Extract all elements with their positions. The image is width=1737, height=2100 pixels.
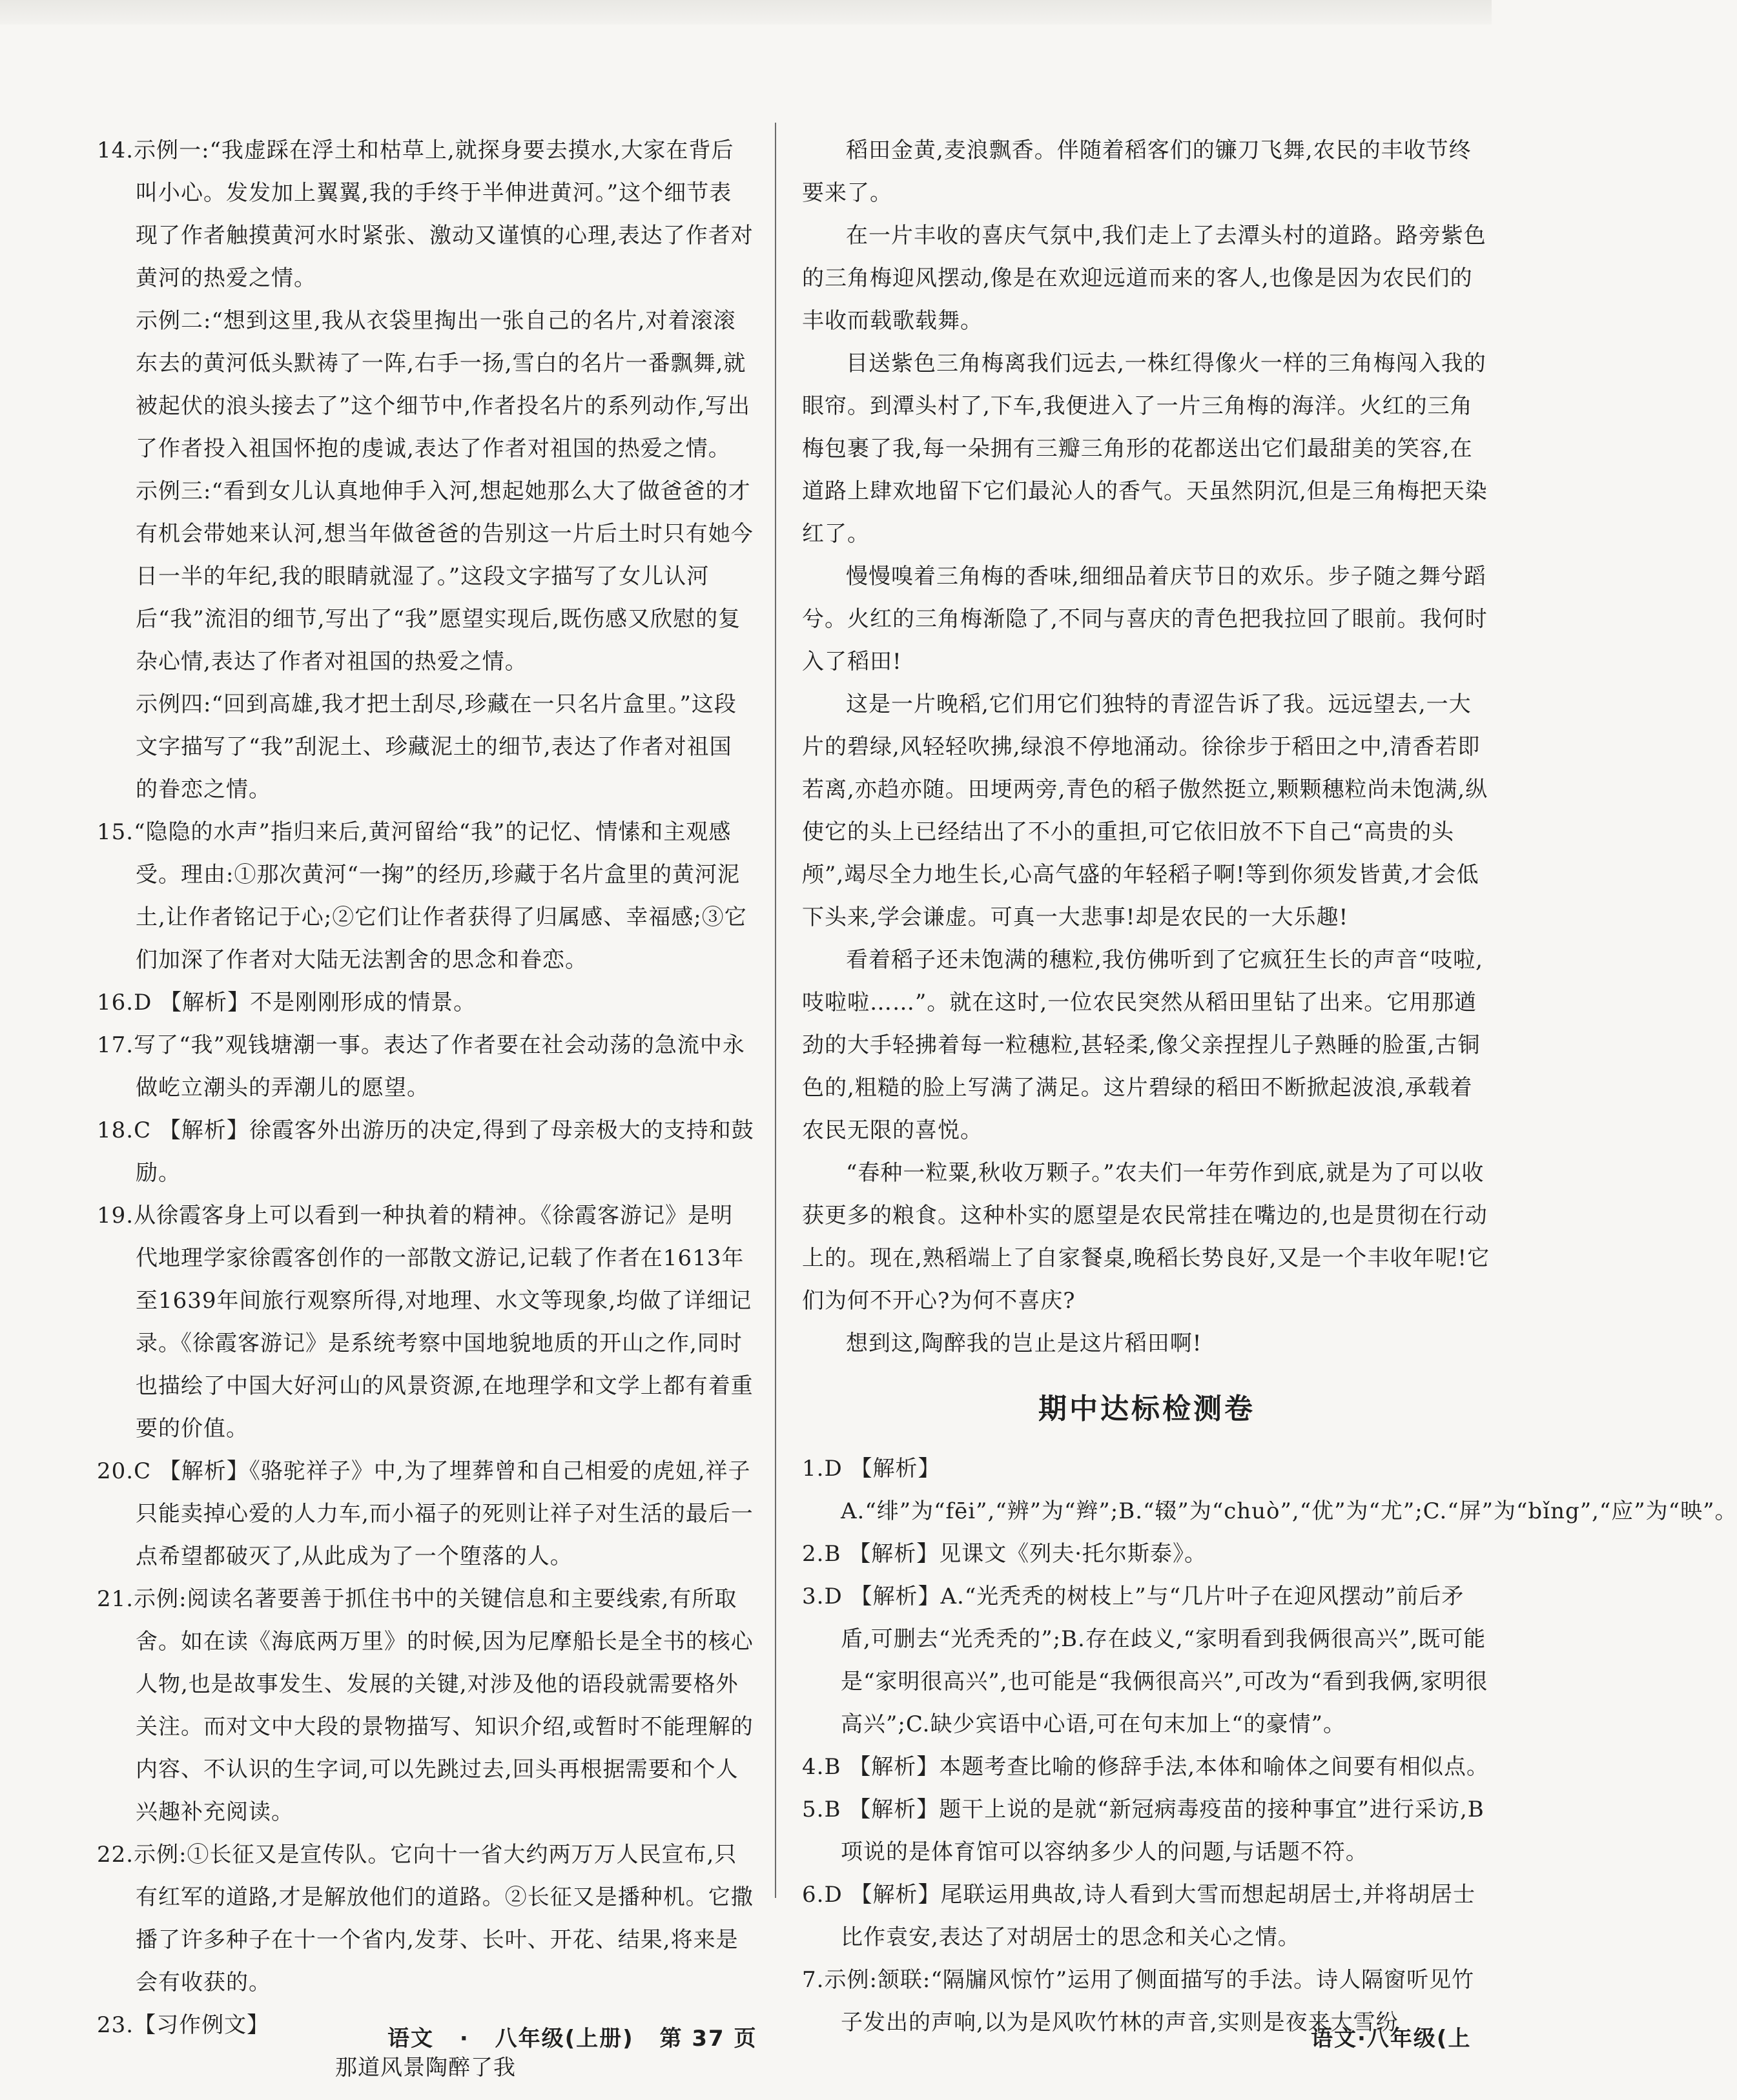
answer-item: 1.D 【解析】A.“绯”为“fēi”,“辨”为“辫”;B.“辍”为“chuò”,“优”为“尤”;C.“屏”为“bǐng”,“应”为“映”。 [802,1456,1737,1524]
answer-item: 6.D 【解析】尾联运用典故,诗人看到大雪而想起胡居士,并将胡居士比作袁安,表达了对胡居士的思念和关心之情。 [802,1882,1476,1950]
footer-grade: 八年级(上册) [495,2026,634,2052]
essay-paragraph: 在一片丰收的喜庆气氛中,我们走上了去潭头村的道路。路旁紫色的三角梅迎风摆动,像是在欢迎远道而来的客人,也像是因为农民们的丰收而载歌载舞。 [802,223,1486,334]
answer-example: 示例四:“回到高雄,我才把土刮尽,珍藏在一只名片盒里。”这段文字描写了“我”刮泥土、珍藏泥土的细节,表达了作者对祖国的眷恋之情。 [136,691,737,802]
footer-subject: 语文 [387,2026,434,2052]
essay-paragraph: 慢慢嗅着三角梅的香味,细细品着庆节日的欢乐。步子随之舞兮蹈兮。火红的三角梅渐隐了,不同与喜庆的青色把我拉回了眼前。我何时入了稻田! [802,564,1488,675]
answer-item: 2.B 【解析】见课文《列夫·托尔斯泰》。 [802,1541,1208,1567]
answer-item: 17.写了“我”观钱塘潮一事。表达了作者要在社会动荡的急流中永做屹立潮头的弄潮儿的愿望。 [97,1032,745,1101]
section-title: 期中达标检测卷 [1038,1392,1255,1425]
footer-page-number: 第 37 页 [659,2026,757,2052]
left-column [97,129,754,2089]
page-footer [387,2021,774,2052]
answer-item: 23.【习作例文】 [97,2012,270,2038]
answer-item: 4.B 【解析】本题考查比喻的修辞手法,本体和喻体之间要有相似点。 [802,1754,1490,1780]
scan-top-edge [0,0,1492,25]
column-divider [775,123,776,1898]
answer-item: 19.从徐霞客身上可以看到一种执着的精神。《徐霞客游记》是明代地理学家徐霞客创作的一部散文游记,记载了作者在1613年至1639年间旅行观察所得,对地理、水文等现象,均做了详细记录。《徐霞客游记》是系统考察中国地貌地质的开山之作,同时也描绘了中国大好河山的风景资源,在地理学和文学上都有着重要的价值。 [97,1203,754,1442]
answer-item: 22.示例:①长征又是宣传队。它向十一省大约两万万人民宣布,只有红军的道路,才是解放他们的道路。②长征又是播种机。它撒播了许多种子在十一个省内,发芽、长叶、开花、结果,将来是会有收获的。 [97,1842,754,1995]
answer-item: 14.示例一:“我虚踩在浮土和枯草上,就探身要去摸水,大家在背后叫小心。发发加上翼翼,我的手终于半伸进黄河。”这个细节表现了作者触摸黄河水时紧张、激动又谨慎的心理,表达了作者对黄河的热爱之情。 [97,138,754,291]
answer-item: 21.示例:阅读名著要善于抓住书中的关键信息和主要线索,有所取舍。如在读《海底两万里》的时候,因为尼摩船长是全书的核心人物,也是故事发生、发展的关键,对涉及他的语段就需要格外关注。而对文中大段的景物描写、知识介绍,或暂时不能理解的内容、不认识的生字词,可以先跳过去,回头再根据需要和个人兴趣补充阅读。 [97,1586,754,1825]
essay-paragraph: 看着稻子还未饱满的穗粒,我仿佛听到了它疯狂生长的声音“吱啦,吱啦啦……”。就在这时,一位农民突然从稻田里钻了出来。它用那遒劲的大手轻拂着每一粒穗粒,甚轻柔,像父亲捏捏儿子熟睡的脸蛋,古铜色的,粗糙的脸上写满了满足。这片碧绿的稻田不断掀起波浪,承载着农民无限的喜悦。 [802,947,1483,1143]
next-page-footer: 语文·八年级(上 [1311,2026,1472,2052]
essay-paragraph: 稻田金黄,麦浪飘香。伴随着稻客们的镰刀飞舞,农民的丰收节终要来了。 [802,138,1472,206]
answer-item: 20.C 【解析】《骆驼祥子》中,为了埋葬曾和自己相爱的虎妞,祥子只能卖掉心爱的人力车,而小福子的死则让祥子对生活的最后一点希望都破灭了,从此成为了一个堕落的人。 [97,1458,754,1569]
answer-example: 示例二:“想到这里,我从衣袋里掏出一张自己的名片,对着滚滚东去的黄河低头默祷了一阵,右手一扬,雪白的名片一番飘舞,就被起伏的浪头接去了”这个细节中,作者投名片的系列动作,写出了作者投入祖国怀抱的虔诚,表达了作者对祖国的热爱之情。 [136,308,750,462]
right-column [802,129,1737,2044]
answer-item: 18.C 【解析】徐霞客外出游历的决定,得到了母亲极大的支持和鼓励。 [97,1117,754,1186]
answer-item: 16.D 【解析】不是刚刚形成的情景。 [97,990,477,1015]
footer-dot: · [459,2026,469,2052]
essay-title: 那道风景陶醉了我 [335,2055,516,2081]
answer-item: 15.“隐隐的水声”指归来后,黄河留给“我”的记忆、情愫和主观感受。理由:①那次黄河“一掬”的经历,珍藏于名片盒里的黄河泥土,让作者铭记于心;②它们让作者获得了归属感、幸福感;③它们加深了作者对大陆无法割舍的思念和眷恋。 [97,819,747,973]
answer-example: 示例三:“看到女儿认真地伸手入河,想起她那么大了做爸爸的才有机会带她来认河,想当年做爸爸的告别这一片后土时只有她今日一半的年纪,我的眼睛就湿了。”这段文字描写了女儿认河后“我”流泪的细节,写出了“我”愿望实现后,既伤感又欣慰的复杂心情,表达了作者对祖国的热爱之情。 [136,478,754,675]
essay-paragraph: 目送紫色三角梅离我们远去,一株红得像火一样的三角梅闯入我的眼帘。到潭头村了,下车,我便进入了一片三角梅的海洋。火红的三角梅包裹了我,每一朵拥有三瓣三角形的花都送出它们最甜美的笑容,在道路上肆欢地留下它们最沁人的香气。天虽然阴沉,但是三角梅把天染红了。 [802,351,1488,547]
essay-paragraph: “春种一粒粟,秋收万颗子。”农夫们一年劳作到底,就是为了可以收获更多的粮食。这种朴实的愿望是农民常挂在嘴边的,也是贯彻在行动上的。现在,熟稻端上了自家餐桌,晚稻长势良好,又是一个丰收年呢!它们为何不开心?为何不喜庆? [802,1160,1490,1314]
answer-item: 5.B 【解析】题干上说的是就“新冠病毒疫苗的接种事宜”进行采访,B项说的是体育馆可以容纳多少人的问题,与话题不符。 [802,1797,1485,1865]
essay-paragraph: 这是一片晚稻,它们用它们独特的青涩告诉了我。远远望去,一大片的碧绿,风轻轻吹拂,绿浪不停地涌动。徐徐步于稻田之中,清香若即若离,亦趋亦随。田埂两旁,青色的稻子傲然挺立,颗颗穗粒尚未饱满,纵使它的头上已经结出了不小的重担,可它依旧放不下自己“高贵的头颅”,竭尽全力地生长,心高气盛的年轻稻子啊!等到你须发皆黄,才会低下头来,学会谦虚。可真一大悲事!却是农民的一大乐趣! [802,691,1488,930]
answer-item: 3.D 【解析】A.“光秃秃的树枝上”与“几片叶子在迎风摆动”前后矛盾,可删去“光秃秃的”;B.存在歧义,“家明看到我俩很高兴”,既可能是“家明很高兴”,也可能是“我俩很高兴”,可改为“看到我俩,家明很高兴”;C.缺少宾语中心语,可在句末加上“的豪情”。 [802,1584,1488,1737]
essay-paragraph: 想到这,陶醉我的岂止是这片稻田啊! [846,1330,1202,1356]
answer-item: 7.示例:颔联:“隔牖风惊竹”运用了侧面描写的手法。诗人隔窗听见竹子发出的声响,以为是风吹竹林的声音,实则是夜来大雪纷 [802,1967,1475,2035]
